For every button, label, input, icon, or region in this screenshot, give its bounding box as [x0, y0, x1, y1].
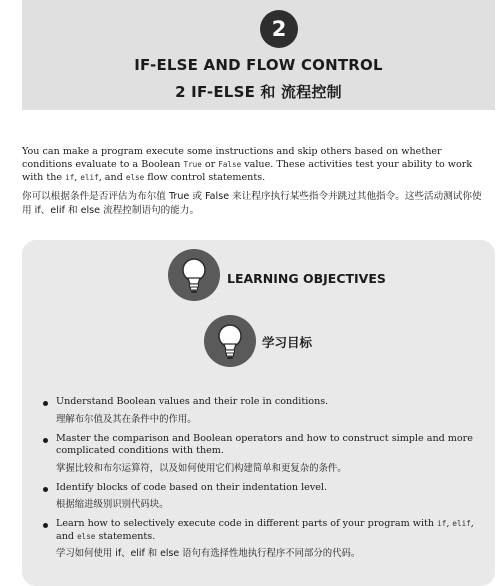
chapter-number-badge: 2 — [260, 10, 298, 48]
objective-text-en: Understand Boolean values and their role in conditions. — [56, 396, 329, 407]
bullet-icon — [43, 487, 48, 492]
intro-text: , — [74, 172, 81, 183]
intro-paragraph-en — [22, 145, 484, 184]
code-if: if — [65, 173, 75, 182]
chapter-banner — [22, 0, 495, 110]
code-true: True — [183, 160, 202, 169]
chapter-title-en: IF-ELSE AND FLOW CONTROL — [134, 56, 383, 74]
bullet-icon — [43, 523, 48, 528]
code-false: False — [218, 160, 242, 169]
objective-text-zh: 根据缩进级别识别代码块。 — [56, 499, 169, 510]
objective-text: , and — [56, 518, 474, 542]
intro-text: flow control statements. — [144, 172, 266, 183]
code-elif: elif — [452, 519, 471, 528]
intro-paragraph-zh: 你可以根据条件是否评估为布尔值 True 或 False 来让程序执行某些指令并跳过其他指令。这些活动测试你使用 if、elif 和 else 流程控制语句的能力。 — [22, 191, 482, 216]
bullet-icon — [43, 438, 48, 443]
code-elif: elif — [80, 173, 99, 182]
objective-item — [40, 433, 485, 475]
code-else: else — [77, 531, 96, 541]
code-if: if — [437, 519, 447, 528]
objective-text-zh: 理解布尔值及其在条件中的作用。 — [56, 413, 197, 425]
objective-item — [40, 482, 485, 512]
intro-text: You can make a program execute some instructions and skip others based on whether conditions evaluate to a Boolean — [22, 146, 442, 170]
intro-text: value. These activities test your ability to work with the — [22, 159, 473, 183]
bullet-icon — [43, 401, 48, 406]
objective-item — [40, 518, 485, 560]
chapter-title-zh: 2 IF-ELSE 和 流程控制 — [175, 83, 342, 101]
lightbulb-icon — [204, 315, 256, 367]
objective-text-en — [56, 518, 485, 543]
objective-item — [40, 396, 485, 426]
objectives-heading-zh: 学习目标 — [262, 335, 313, 350]
objective-text: , — [446, 518, 453, 529]
objective-text: statements. — [95, 530, 156, 542]
objectives-heading-en: LEARNING OBJECTIVES — [227, 271, 386, 286]
objectives-list — [40, 396, 485, 567]
objective-text-en: Identify blocks of code based on their indentation level. — [56, 481, 328, 493]
intro-text: , and — [98, 172, 126, 183]
objective-text-zh: 掌握比较和布尔运算符，以及如何使用它们构建简单和更复杂的条件。 — [56, 462, 347, 474]
objective-text-zh: 学习如何使用 if、elif 和 else 语句有选择性地执行程序不同部分的代码。 — [56, 548, 361, 559]
objective-text: Learn how to selectively execute code in different parts of your program with — [56, 518, 438, 529]
intro-text: or — [201, 159, 219, 170]
lightbulb-icon — [168, 249, 220, 301]
learning-objectives-panel — [22, 240, 495, 586]
objective-text-en: Master the comparison and Boolean operators and how to construct simple and more complicated conditions with them. — [56, 432, 473, 456]
code-else: else — [125, 173, 145, 182]
